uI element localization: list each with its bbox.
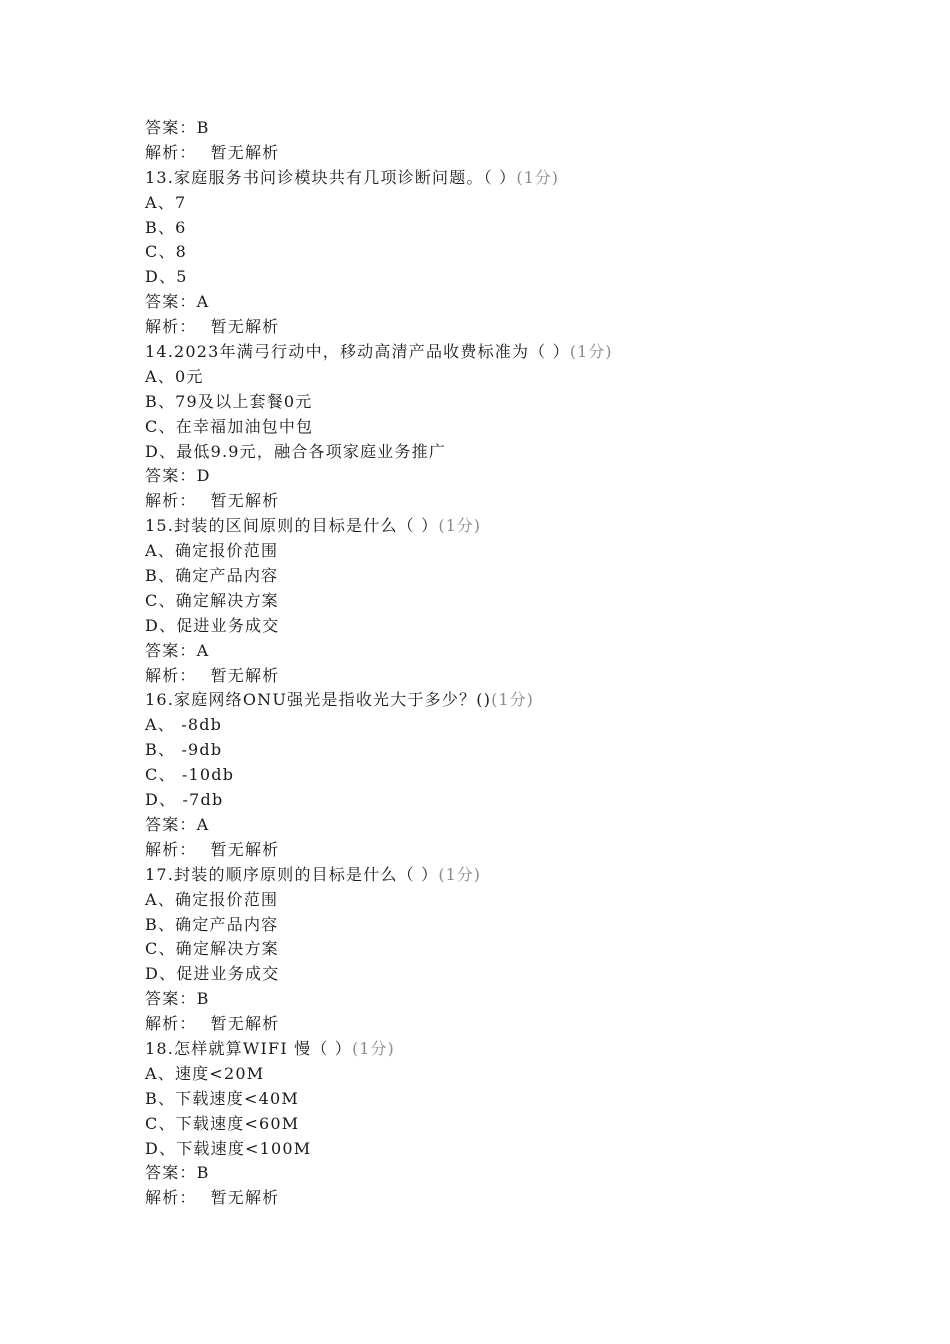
- answer-value: D: [196, 466, 211, 486]
- option-a: A、确定报价范围: [145, 541, 279, 561]
- option-b: B、79及以上套餐0元: [145, 391, 313, 411]
- question-text: 13.家庭服务书问诊模块共有几项诊断问题。（ ）: [145, 167, 517, 187]
- prev-answer-line: [145, 116, 905, 141]
- option-d: D、5: [145, 267, 188, 287]
- answer-line: [145, 639, 905, 664]
- analysis-value: 暂无解析: [210, 1188, 280, 1208]
- option-b: B、确定产品内容: [145, 914, 279, 934]
- question-score: (1分): [352, 1038, 395, 1058]
- answer-value: B: [196, 1163, 210, 1183]
- analysis-line: [145, 1012, 905, 1037]
- question-stem: [145, 863, 905, 888]
- answer-label: 答案：: [145, 640, 197, 660]
- option-d: D、促进业务成交: [145, 615, 280, 635]
- option-a: A、7: [145, 192, 187, 212]
- option-b: B、下载速度<40M: [145, 1088, 299, 1108]
- answer-line: [145, 987, 905, 1012]
- analysis-label: 解析：: [145, 665, 197, 685]
- analysis-value: 暂无解析: [210, 839, 280, 859]
- analysis-label: 解析：: [145, 839, 197, 859]
- answer-value: B: [196, 118, 210, 137]
- option-d: D、最低9.9元，融合各项家庭业务推广: [145, 441, 447, 461]
- question-text: 14.2023年满弓行动中，移动高清产品收费标准为（ ）: [145, 342, 570, 362]
- analysis-label: 解析：: [145, 491, 197, 511]
- answer-label: 答案：: [145, 466, 197, 486]
- question-stem: [145, 1037, 905, 1062]
- answer-label: 答案：: [145, 814, 197, 834]
- analysis-label: 解析：: [145, 317, 197, 337]
- answer-label: 答案：: [145, 989, 197, 1009]
- document-page: [145, 116, 905, 1211]
- answer-line: [145, 464, 905, 489]
- question-text: 15.封装的区间原则的目标是什么（ ）: [145, 516, 439, 536]
- analysis-label: 解析：: [145, 142, 197, 162]
- answer-line: [145, 813, 905, 838]
- answer-value: A: [196, 814, 210, 834]
- answer-line: [145, 290, 905, 315]
- option-c: C、下载速度<60M: [145, 1113, 300, 1133]
- analysis-line: [145, 315, 905, 340]
- option-a: A、0元: [145, 366, 204, 386]
- question-text: 18.怎样就算WIFI 慢（ ）: [145, 1038, 353, 1058]
- analysis-value: 暂无解析: [210, 665, 280, 685]
- analysis-value: 暂无解析: [210, 142, 280, 162]
- analysis-value: 暂无解析: [210, 317, 280, 337]
- option-c: C、在幸福加油包中包: [145, 416, 314, 436]
- option-d: D、下载速度<100M: [145, 1138, 312, 1158]
- answer-value: A: [196, 292, 210, 312]
- option-b: B、确定产品内容: [145, 566, 279, 586]
- option-c: C、确定解决方案: [145, 590, 279, 610]
- prev-analysis-line: [145, 141, 905, 166]
- analysis-line: [145, 838, 905, 863]
- analysis-value: 暂无解析: [210, 491, 280, 511]
- option-b: B、6: [145, 217, 187, 237]
- option-b: B、 -9db: [145, 740, 223, 760]
- option-a: A、确定报价范围: [145, 889, 279, 909]
- option-d: D、促进业务成交: [145, 964, 280, 984]
- analysis-line: [145, 664, 905, 689]
- question-stem: [145, 166, 905, 191]
- answer-value: A: [196, 640, 210, 660]
- option-c: C、 -10db: [145, 765, 235, 785]
- question-score: (1分): [438, 516, 482, 536]
- option-c: C、确定解决方案: [145, 939, 279, 959]
- question-stem: [145, 514, 905, 539]
- option-c: C、8: [145, 242, 188, 262]
- option-a: A、速度<20M: [145, 1063, 265, 1083]
- analysis-line: [145, 1186, 905, 1211]
- answer-label: 答案：: [145, 292, 197, 312]
- question-score: (1分): [569, 342, 613, 362]
- analysis-label: 解析：: [145, 1014, 197, 1034]
- question-score: (1分): [438, 864, 482, 884]
- analysis-line: [145, 489, 905, 514]
- question-stem: [145, 688, 905, 713]
- question-score: (1分): [516, 167, 560, 187]
- question-score: (1分): [491, 690, 534, 710]
- question-text: 17.封装的顺序原则的目标是什么（ ）: [145, 864, 439, 884]
- analysis-label: 解析：: [145, 1188, 197, 1208]
- answer-label: 答案：: [145, 1163, 197, 1183]
- question-stem: [145, 340, 905, 365]
- answer-label: 答案：: [145, 118, 197, 137]
- answer-line: [145, 1161, 905, 1186]
- analysis-value: 暂无解析: [210, 1014, 280, 1034]
- answer-value: B: [196, 989, 210, 1009]
- question-text: 16.家庭网络ONU强光是指收光大于多少？(): [145, 690, 492, 710]
- option-a: A、 -8db: [145, 715, 223, 735]
- option-d: D、 -7db: [145, 790, 224, 810]
